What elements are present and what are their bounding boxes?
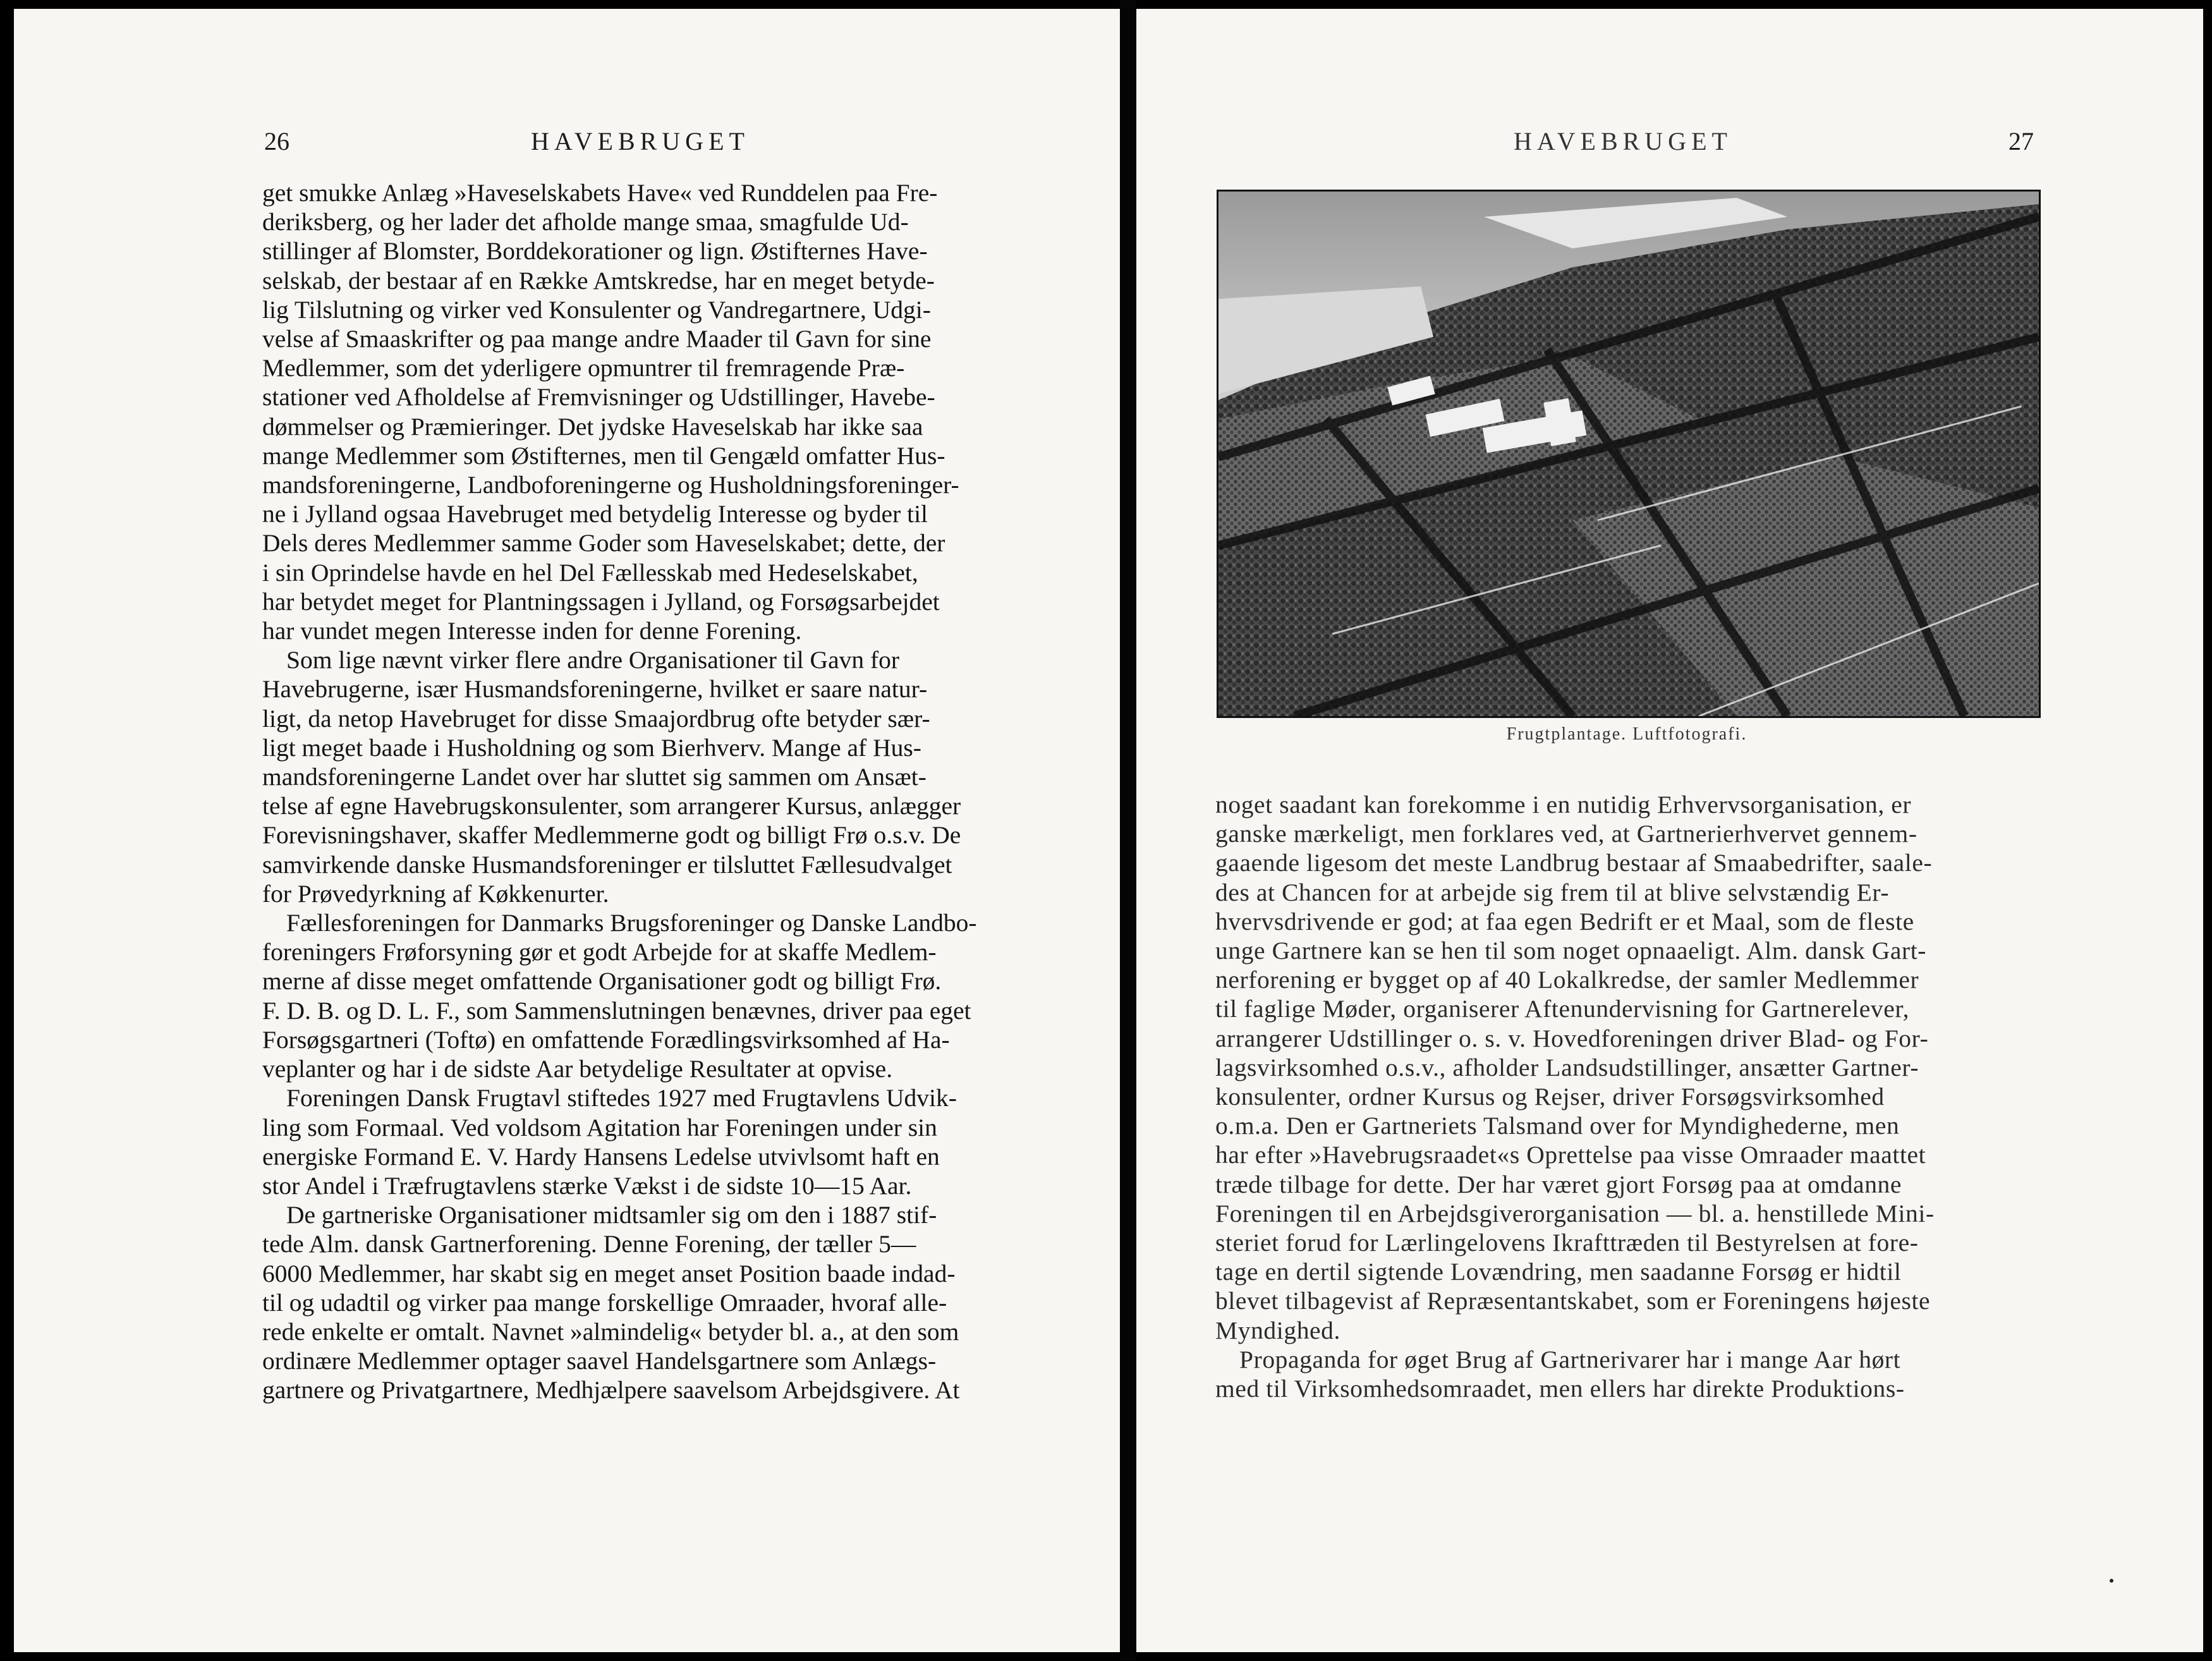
paragraph: Foreningen Dansk Frugtavl stiftedes 1927 med Frugtavlens Udvik- ling som Formaal. Ved voldsom Agitation har Foreningen under sin energiske Formand E. V. Hardy Hansens Ledelse utvivlsomt haft en stor Andel i Træfrugtavlens stærke Vækst i de sidste 10—15 Aar.	[262, 1084, 957, 1200]
aerial-orchard-photo	[1217, 190, 2041, 718]
paragraph: Som lige nævnt virker flere andre Organisationer til Gavn for Havebrugerne, især Husmandsforeningerne, hvilket er saare natur- ligt, da netop Havebruget for disse Smaajordbrug ofte betyder sær- ligt meget baade i Husholdning og som Bierhverv. Mange af Hus- mandsforeningerne Landet over har sluttet sig sammen om Ansæt- telse af egne Havebrugskonsulenter, som arrangerer Kursus, anlægger Forevisningshaver, skaffer Medlemmerne godt og billigt Frø o.s.v. De samvirkende danske Husmandsforeninger er tilsluttet Fællesudvalget for Prøvedyrkning af Køkkenurter.	[262, 646, 961, 908]
right-running-head: HAVEBRUGET	[1514, 127, 1732, 155]
paragraph: De gartneriske Organisationer midtsamler sig om den i 1887 stif- tede Alm. dansk Gartnerforening. Denne Forening, der tæller 5— 6000 Medlemmer, har skabt sig en meget anset Position baade indad- til og udadtil og virker paa mange forskellige Omraader, hvoraf alle- rede enkelte er omtalt. Navnet »almindelig« betyder bl. a., at den som ordinære Medlemmer optager saavel Handelsgartnere som Anlægs- gartnere og Privatgartnere, Medhjælpere saavelsom Arbejdsgivere. At	[262, 1201, 960, 1404]
book-spine	[1120, 0, 1136, 1661]
left-running-head: HAVEBRUGET	[531, 127, 750, 155]
right-body-text	[1215, 790, 2050, 1403]
paragraph: Propaganda for øget Brug af Gartnerivarer har i mange Aar hørt med til Virksomhedsomraadet, men ellers har direkte Produktions-	[1215, 1345, 1905, 1403]
left-body-text	[262, 178, 1038, 1405]
left-page-number: 26	[264, 127, 289, 155]
right-page-number: 27	[2008, 127, 2034, 155]
paper-speck	[2110, 1579, 2113, 1583]
paragraph: get smukke Anlæg »Haveselskabets Have« ved Runddelen paa Fre- deriksberg, og her lader det afholde mange smaa, smagfulde Ud- stillinger af Blomster, Borddekorationer og lign. Østifternes Have- selskab, der bestaar af en Række Amtskredse, har en meget betyde- lig Tilslutning og virker ved Konsulenter og Vandregartnere, Udgi- velse af Smaaskrifter og paa mange andre Maader til Gavn for sine Medlemmer, som det yderligere opmuntrer til fremragende Præ- stationer ved Afholdelse af Fremvisninger og Udstillinger, Havebe- dømmelser og Præmieringer. Det jydske Haveselskab har ikke saa mange Medlemmer som Østifternes, men til Gengæld omfatter Hus- mandsforeningerne, Landboforeningerne og Husholdningsforeninger- ne i Jylland ogsaa Havebruget med betydelig Interesse og byder til Dels deres Medlemmer samme Goder som Haveselskabet; dette, der i sin Oprindelse havde en hel Del Fællesskab med Hedeselskabet, har betydet meget for Plantningssagen i Jylland, og Forsøgsarbejdet har vundet megen Interesse inden for denne Forening.	[262, 179, 959, 645]
paragraph: Fællesforeningen for Danmarks Brugsforeninger og Danske Landbo- foreningers Frøforsyning gør et godt Arbejde for at skaffe Medlem- merne af disse meget omfattende Organisationer godt og billigt Frø. F. D. B. og D. L. F., som Sammenslutningen benævnes, driver paa eget Forsøgsgartneri (Toftø) en omfattende Forædlingsvirksomhed af Ha- veplanter og har i de sidste Aar betydelige Resultater at opvise.	[262, 909, 977, 1083]
photo-caption: Frugtplantage. Luftfotografi.	[1506, 724, 1747, 744]
paragraph: noget saadant kan forekomme i en nutidig Erhvervsorganisation, er ganske mærkeligt, men forklares ved, at Gartnerierhvervet gennem- gaaende ligesom det meste Landbrug bestaar af Smaabedrifter, saale- des at Chancen for at arbejde sig frem til at blive selvstændig Er- hvervsdrivende er god; at faa egen Bedrift er et Maal, som de fleste unge Gartnere kan se hen til som noget opnaaeligt. Alm. dansk Gart- nerforening er bygget op af 40 Lokalkredse, der samler Medlemmer til faglige Møder, organiserer Aftenundervisning for Gartnerelever, arrangerer Udstillinger o. s. v. Hovedforeningen driver Blad- og For- lagsvirksomhed o.s.v., afholder Landsudstillinger, ansætter Gartner- konsulenter, ordner Kursus og Rejser, driver Forsøgsvirksomhed o.m.a. Den er Gartneriets Talsmand over for Myndighederne, men har efter »Havebrugsraadet«s Oprettelse paa visse Omraader maattet træde tilbage for dette. Der har været gjort Forsøg paa at omdanne Foreningen til en Arbejdsgiverorganisation — bl. a. henstillede Mini- steriet forud for Lærlingelovens Ikrafttræden til Bestyrelsen at fore- tage en dertil sigtende Lovændring, men saadanne Forsøg er hidtil blevet tilbagevist af Repræsentantskabet, som er Foreningens højeste Myndighed.	[1215, 791, 1935, 1344]
